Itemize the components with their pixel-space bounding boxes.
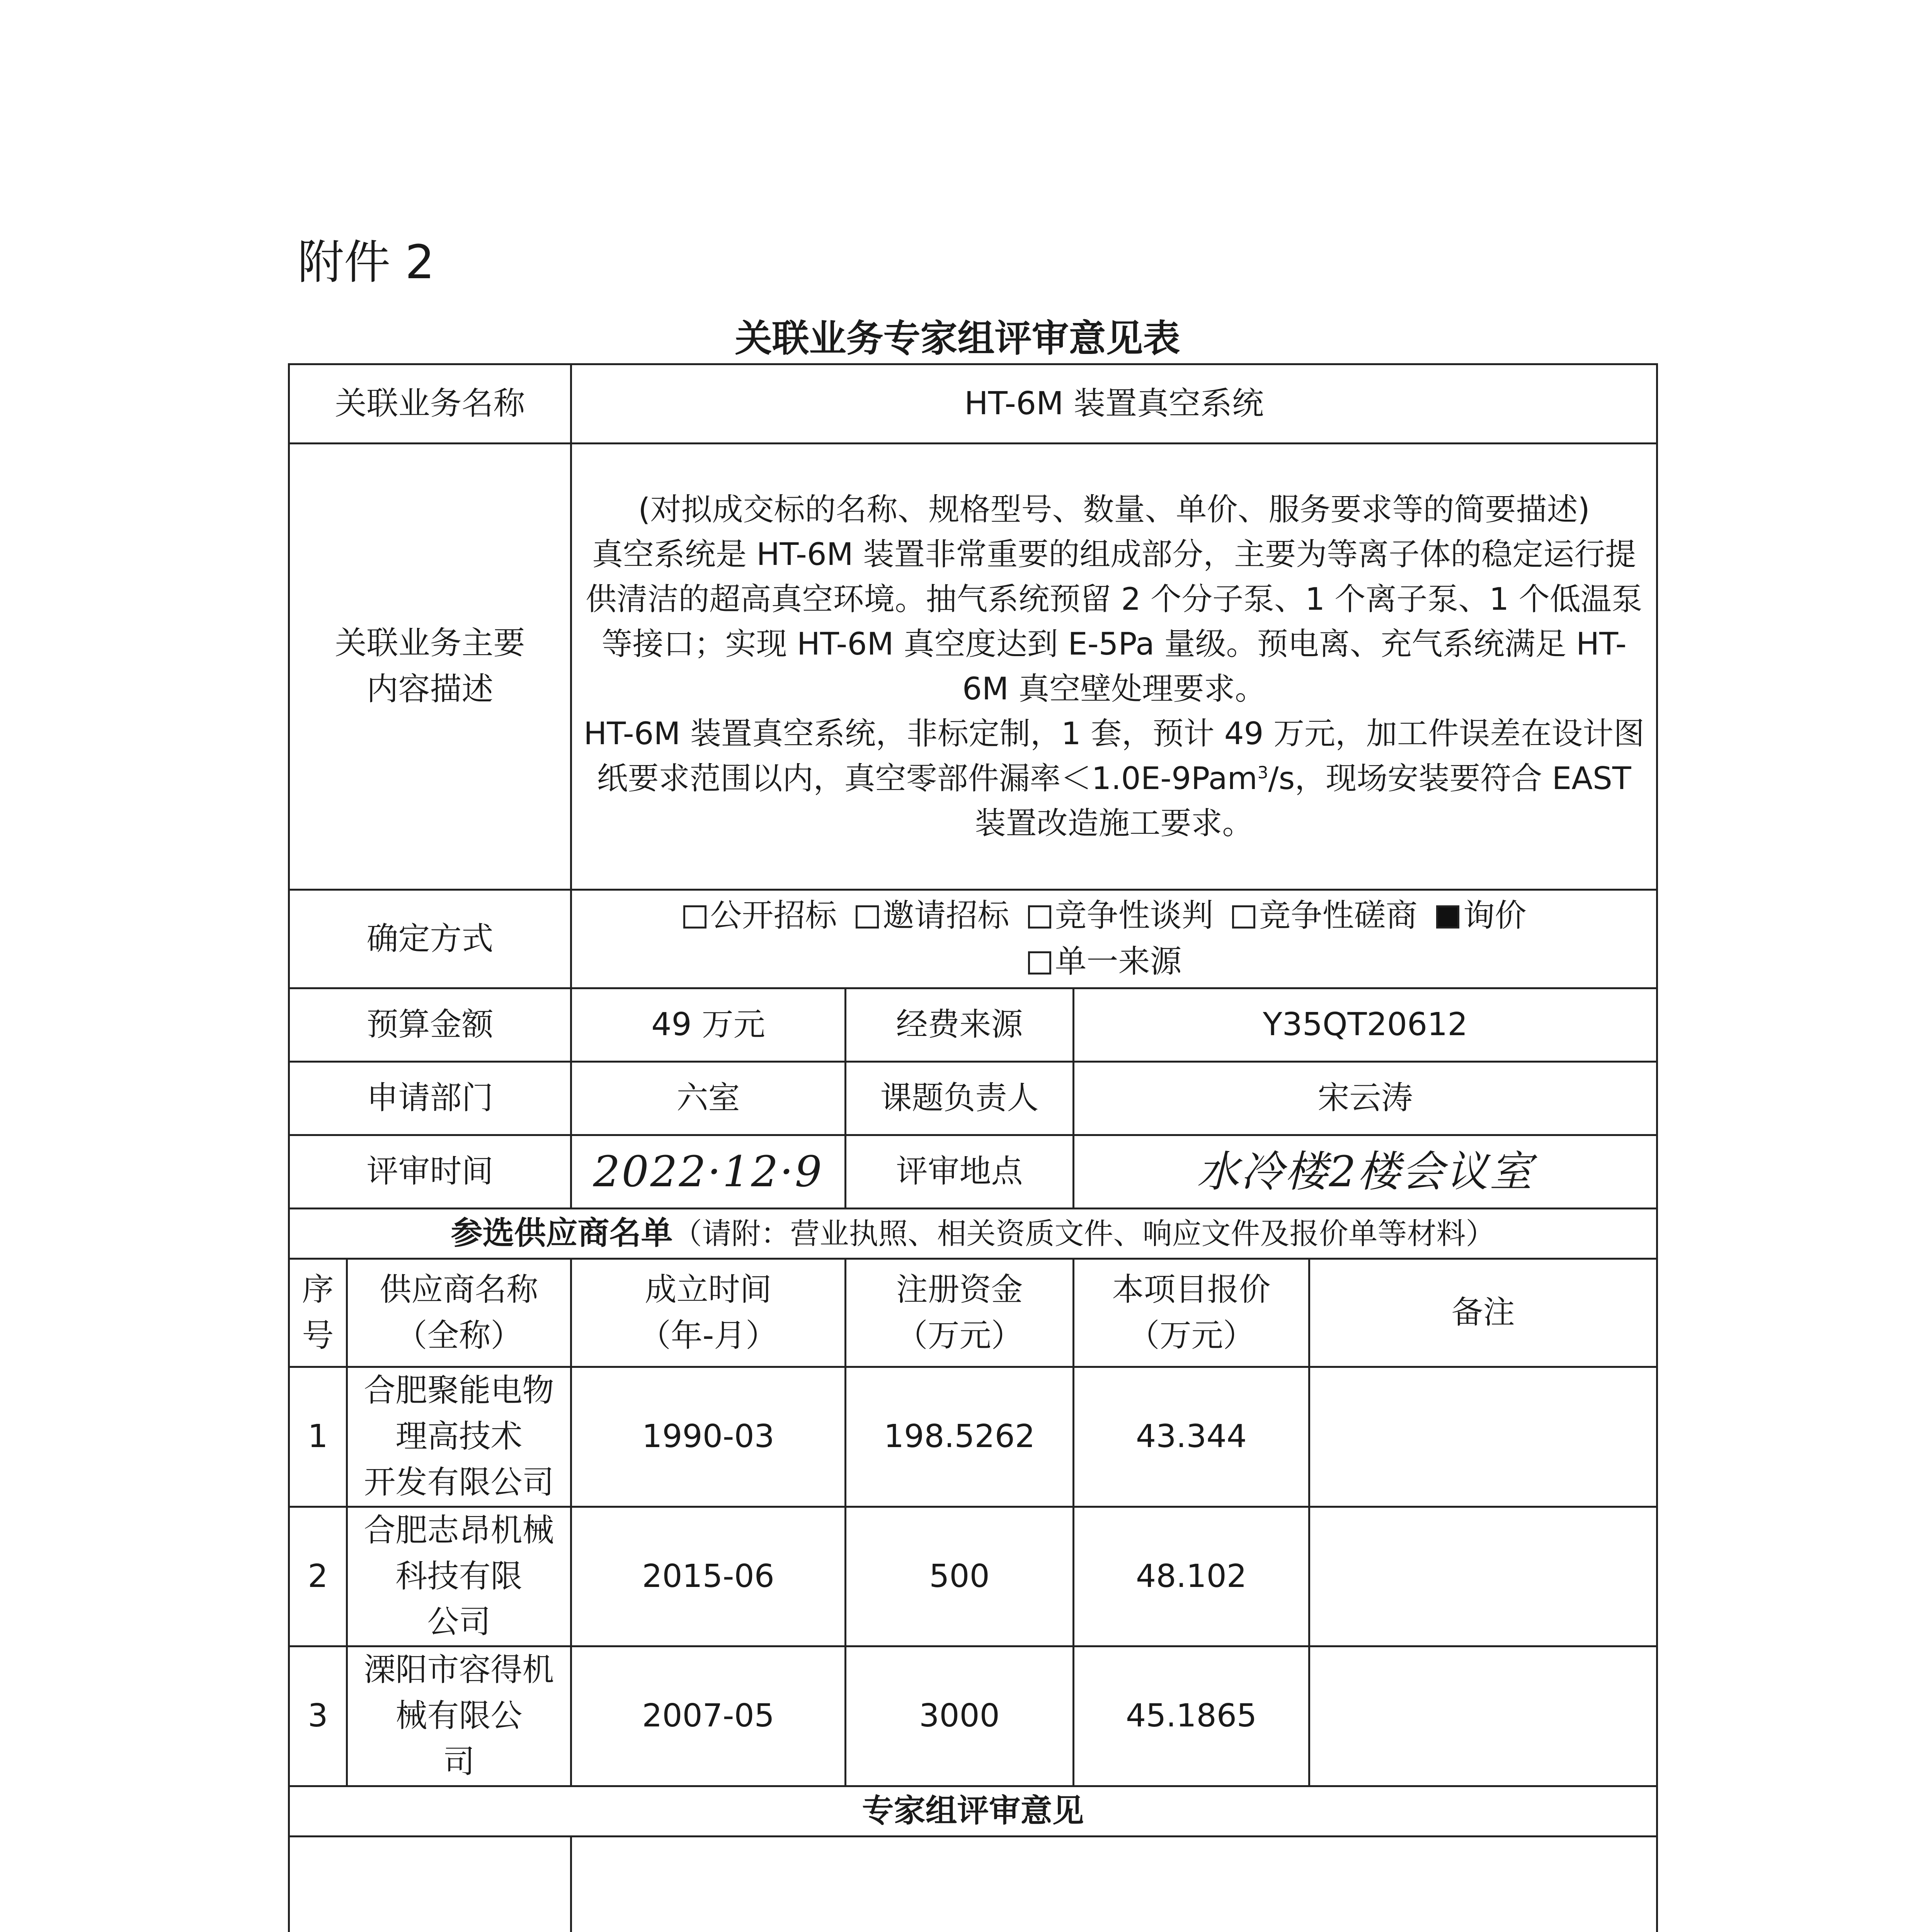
method-option-consultation[interactable]: 竞争性磋商 (1232, 897, 1418, 934)
department-label: 申请部门 (289, 1062, 571, 1135)
leader-label: 课题负责人 (846, 1062, 1074, 1135)
expert-label (289, 1837, 571, 1932)
form-title: 关联业务专家组评审意见表 (735, 317, 1180, 360)
business-name-label: 关联业务名称 (289, 364, 571, 444)
method-option-negotiation[interactable]: 竞争性谈判 (1028, 897, 1214, 934)
expert-opinion-heading: 专家组评审意见 (289, 1786, 1657, 1837)
business-desc-content (571, 444, 1657, 890)
table-row: 1 合肥聚能电物理高技术 开发有限公司 1990-03 198.5262 43.344 (289, 1367, 1657, 1507)
review-time-value: 2022·12·9 (571, 1135, 846, 1209)
business-desc-para1: 真空系统是 HT-6M 装置非常重要的组成部分，主要为等离子体的稳定运行提供清洁的超高真空环境。抽气系统预留 2 个分子泵、1 个离子泵、1 个低温泵等接口；实现 HT-6M 真空度达到 E-5Pa 量级。预电离、充气系统满足 HT-6M 真空壁处理要求。 (586, 536, 1643, 707)
method-option-inquiry[interactable]: 询价 (1436, 897, 1527, 934)
method-option-invited-tender[interactable]: 邀请招标 (856, 897, 1009, 934)
checkbox-icon[interactable] (1028, 951, 1051, 975)
method-option-open-tender[interactable]: 公开招标 (683, 897, 837, 934)
col-founded-header: 成立时间 （年-月） (571, 1259, 846, 1367)
business-desc-label: 关联业务主要 内容描述 (289, 444, 571, 890)
business-desc-hint: (对拟成交标的名称、规格型号、数量、单价、服务要求等的简要描述) (638, 492, 1590, 527)
review-place-label: 评审地点 (846, 1135, 1074, 1209)
method-option-single-source[interactable]: 单一来源 (1028, 943, 1182, 980)
leader-value: 宋云涛 (1074, 1062, 1657, 1135)
col-quote-header: 本项目报价 （万元） (1074, 1259, 1309, 1367)
checkbox-icon[interactable] (856, 905, 879, 929)
col-seq-header: 序 号 (289, 1259, 347, 1367)
col-name-header: 供应商名称 （全称） (347, 1259, 571, 1367)
review-form-table (288, 363, 1658, 1932)
method-options (571, 890, 1657, 988)
review-place-value: 水冷楼2楼会议室 (1074, 1135, 1657, 1209)
table-row: 2 合肥志昂机械科技有限 公司 2015-06 500 48.102 (289, 1507, 1657, 1646)
review-time-label: 评审时间 (289, 1135, 571, 1209)
fund-source-value: Y35QT20612 (1074, 988, 1657, 1062)
checkbox-checked-icon[interactable] (1436, 905, 1459, 929)
supplier-list-heading: 参选供应商名单（请附：营业执照、相关资质文件、响应文件及报价单等材料） (289, 1209, 1657, 1259)
checkbox-icon[interactable] (1028, 905, 1051, 929)
department-value: 六室 (571, 1062, 846, 1135)
col-remark-header: 备注 (1309, 1259, 1657, 1367)
checkbox-icon[interactable] (1232, 905, 1255, 929)
budget-label: 预算金额 (289, 988, 571, 1062)
fund-source-label: 经费来源 (846, 988, 1074, 1062)
method-label: 确定方式 (289, 890, 571, 988)
table-row: 3 溧阳市容得机械有限公 司 2007-05 3000 45.1865 (289, 1646, 1657, 1786)
budget-value: 49 万元 (571, 988, 846, 1062)
supplier-table-header (289, 1259, 1657, 1367)
attachment-label: 附件 2 (298, 236, 435, 289)
checkbox-icon[interactable] (683, 905, 706, 929)
col-capital-header: 注册资金 （万元） (846, 1259, 1074, 1367)
business-desc-para2: HT-6M 装置真空系统，非标定制，1 套，预计 49 万元，加工件误差在设计图纸要求范围以内，真空零部件漏率＜1.0E-9Pam$^3$/s，现场安装要符合 EAST 装置改造施工要求。 (584, 716, 1644, 841)
expert-opinion-content (571, 1837, 1657, 1932)
business-name-value: HT-6M 装置真空系统 (571, 364, 1657, 444)
